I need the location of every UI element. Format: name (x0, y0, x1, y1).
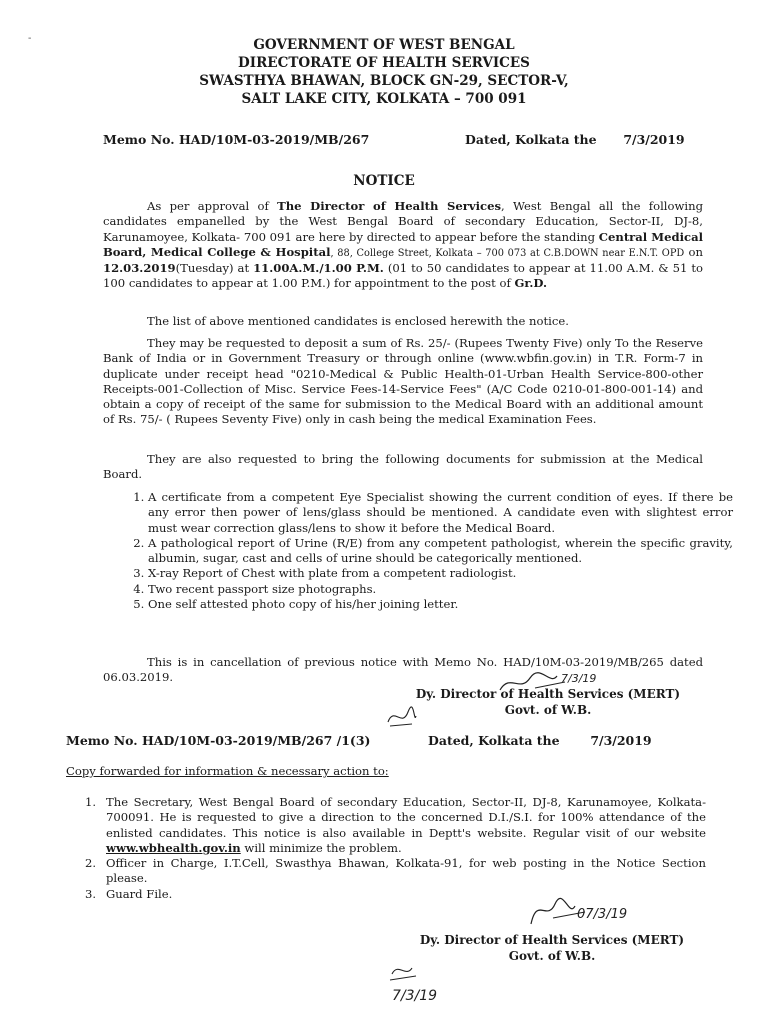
letterhead (0, 36, 768, 108)
memo-2-date: 7/3/2019 (590, 733, 652, 748)
recipient-text: Guard File. (106, 886, 173, 901)
p1-address: , 88, College Street, Kolkata – 700 073 at C.B.DOWN near E.N.T. OPD (330, 247, 685, 259)
document-item: 2. A pathological report of Urine (R/E) from any competent pathologist, wherein the specific gravity, albumin, sugar, cast and cells of urine should be categorically mentioned. (148, 536, 733, 567)
document-item: 4. Two recent passport size photographs. (148, 582, 733, 597)
document-item: 5. One self attested photo copy of his/her joining letter. (148, 597, 733, 612)
recipients-list (66, 795, 706, 902)
signature-2-date: 07/3/19 (577, 907, 628, 922)
recipient-item (66, 795, 706, 856)
notice-title: NOTICE (353, 173, 415, 189)
p1-post: Gr.D. (514, 276, 548, 291)
recipient-text-end: will minimize the problem. (240, 840, 402, 855)
p1-board: Central Medical Board, Medical College & Hospital (103, 229, 703, 259)
recipient-text: The Secretary, West Bengal Board of secondary Education, Sector-II, DJ-8, Karunamoyee, Kolkata-700091. He is requested to give a direction to the concerned D.I./S.I. for 100% attendance of the enlisted candidates. This notice is also available in Deptt's website. Regular visit of our website (106, 795, 706, 840)
memo-2-dated-label: Dated, Kolkata the (428, 733, 560, 748)
copy-forwarded-heading: Copy forwarded for information & necessary action to: (66, 764, 389, 778)
letterhead-line-1: GOVERNMENT OF WEST BENGAL (253, 37, 515, 53)
p1-date: 12.03.2019 (103, 261, 176, 276)
margin-mark: - (28, 33, 32, 44)
letterhead-line-3: SWASTHYA BHAWAN, BLOCK GN-29, SECTOR-V, (199, 73, 569, 89)
initials-date: 7/3/19 (392, 988, 438, 1004)
handwritten-signature-2 (525, 892, 645, 932)
memo-date: 7/3/2019 (623, 132, 685, 147)
p1-text-5: (01 to 50 candidates to appear at 11.00 A.M. & 51 to 100 candidates to appear at 1.00 P.M.) for appointment to the post of (103, 261, 704, 291)
memo-dated (465, 132, 685, 147)
notice-paragraph-5: This is in cancellation of previous notice with Memo No. HAD/10M-03-2019/MB/265 dated 06.03.2019. (103, 655, 703, 685)
notice-paragraph-4: They are also requested to bring the following documents for submission at the Medical Board. (103, 452, 703, 482)
memo-2-number: Memo No. HAD/10M-03-2019/MB/267 /1(3) (66, 733, 371, 748)
notice-paragraph-2: The list of above mentioned candidates is enclosed herewith the notice. (147, 314, 569, 328)
initials-date-mark (386, 960, 466, 1008)
signature-1-date: 7/3/19 (561, 672, 597, 685)
letterhead-line-2: DIRECTORATE OF HEALTH SERVICES (238, 55, 530, 71)
recipient-item (66, 856, 706, 887)
p1-text-2: , West Bengal all the following candidates empanelled by the West Bengal Board of secondary Education, Sector-II, DJ-8, Karunamoyee, Kolkata- 700 091 are here by directed to appear before the standing (103, 199, 703, 244)
memo-dated-label: Dated, Kolkata the (465, 132, 597, 147)
signature-2-govt: Govt. of W.B. (508, 949, 596, 963)
recipient-number: 2. (84, 856, 96, 871)
memo-number: Memo No. HAD/10M-03-2019/MB/267 (103, 132, 370, 147)
notice-paragraph-3: They may be requested to deposit a sum of Rs. 25/- (Rupees Twenty Five) only To the Reserve Bank of India or in Government Treasury or through online (www.wbfin.gov.in) in T.R. Form-7 in duplicate under receipt head "0210-Medical & Public Health-01-Urban Health Service-800-other Receipts-001-Collection of Misc. Service Fees-14-Service Fees" (A/C Code 0210-01-800-001-14) and obtain a copy of receipt of the same for submission to the Medical Board with an additional amount of Rs. 75/- ( Rupees Seventy Five) only in cash being the medical Examination Fees. (103, 336, 703, 427)
recipient-number: 3. (84, 886, 96, 901)
document-item: 3. X-ray Report of Chest with plate from a competent radiologist. (148, 566, 733, 581)
signature-2-title: Dy. Director of Health Services (MERT) (419, 933, 685, 947)
signature-1-title: Dy. Director of Health Services (MERT) (415, 687, 681, 701)
p1-director: The Director of Health Services (277, 199, 501, 213)
p1-time: 11.00A.M./1.00 P.M. (253, 261, 384, 276)
document-item: 1. A certificate from a competent Eye Specialist showing the current condition of eyes. If there be any error then power of lens/glass should be mentioned. A candidate even with slightest error must wear correction glass/lens to show it before the Medical Board. (148, 490, 733, 536)
p1-text-3: on (684, 244, 703, 259)
notice-paragraph-1 (103, 199, 703, 292)
recipient-text: Officer in Charge, I.T.Cell, Swasthya Bhawan, Kolkata-91, for web posting in the Notice Section please. (106, 856, 706, 886)
documents-list (118, 490, 733, 612)
signature-1-govt: Govt. of W.B. (504, 703, 592, 717)
letterhead-line-4: SALT LAKE CITY, KOLKATA – 700 091 (241, 91, 527, 107)
signature-block-1 (408, 686, 688, 718)
memo-2-dated (428, 733, 652, 748)
p1-text-4: (Tuesday) at (175, 261, 254, 276)
recipient-number: 1. (84, 795, 96, 809)
website-link[interactable]: www.wbhealth.gov.in (106, 840, 241, 855)
initials-mark (384, 704, 418, 730)
p1-text-1: As per approval of (147, 199, 278, 213)
